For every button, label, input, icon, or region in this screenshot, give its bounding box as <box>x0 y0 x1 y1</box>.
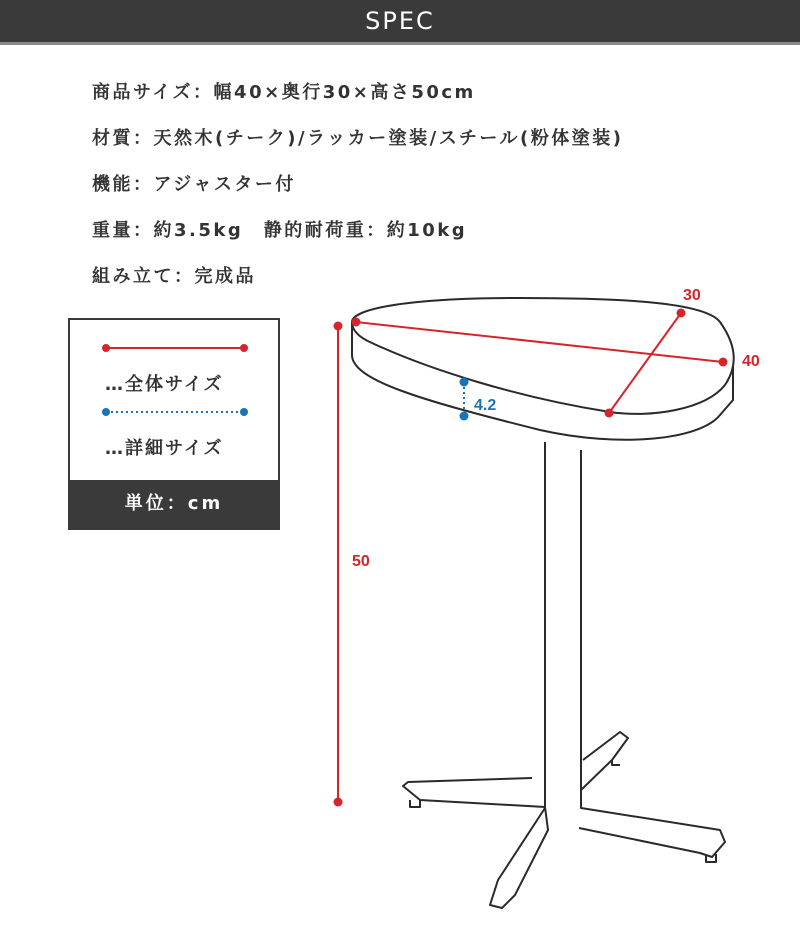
depth-label: 30 <box>683 287 701 304</box>
width-dimension-dot <box>352 318 361 327</box>
width-label: 40 <box>742 353 760 370</box>
spec-assembly: 組み立て：完成品 <box>92 266 256 287</box>
legend-overall-label: …全体サイズ <box>105 374 224 395</box>
thickness-dimension-dot <box>460 412 469 421</box>
height-dimension-dot <box>334 322 343 331</box>
page-title: SPEC <box>365 7 435 35</box>
adjuster-foot <box>410 800 420 807</box>
spec-material: 材質：天然木(チーク)/ラッカー塗装/スチール(粉体塗装) <box>92 128 624 149</box>
legend-unit-label: 単位：cm <box>70 480 278 528</box>
depth-dimension-dot <box>677 309 686 318</box>
depth-dimension-dot <box>605 409 614 418</box>
spec-size: 商品サイズ：幅40×奥行30×高さ50cm <box>92 82 476 103</box>
base-leg-back <box>581 732 628 790</box>
height-dimension-dot <box>334 798 343 807</box>
height-label: 50 <box>352 553 370 570</box>
base-leg-right <box>579 790 725 857</box>
legend-detail-label: …詳細サイズ <box>105 438 224 459</box>
thickness-dimension-dot <box>460 378 469 387</box>
thickness-label: 4.2 <box>474 397 497 414</box>
width-dimension-dot <box>719 358 728 367</box>
spec-function: 機能：アジャスター付 <box>92 174 296 195</box>
adjuster-foot <box>612 760 620 765</box>
base-leg-front <box>490 807 548 908</box>
table-column <box>545 442 581 807</box>
base-leg-left <box>403 778 545 807</box>
spec-weight: 重量：約3.5kg 静的耐荷重：約10kg <box>92 220 468 241</box>
